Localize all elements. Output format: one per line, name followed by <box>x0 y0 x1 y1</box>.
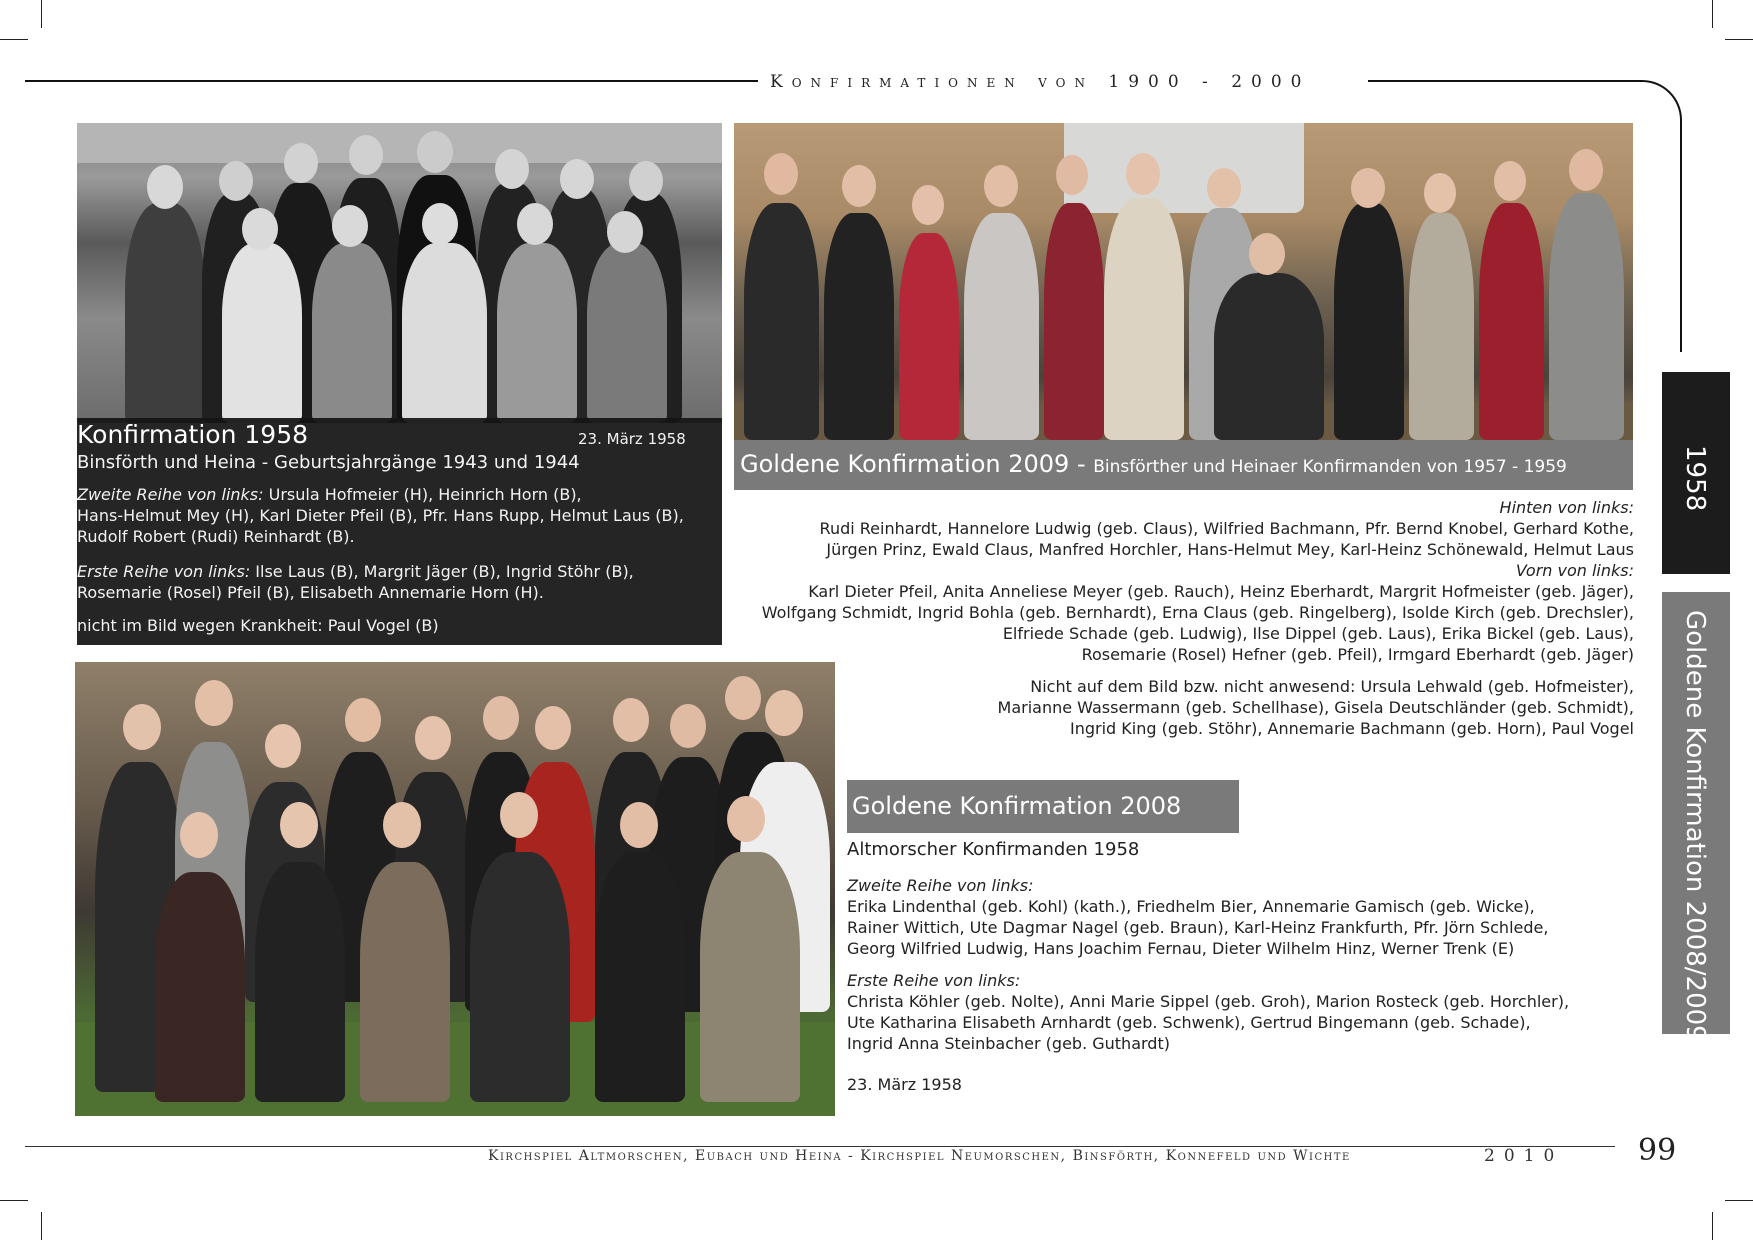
crop-mark <box>1712 1212 1713 1240</box>
caption-row2 <box>77 485 582 504</box>
row1-label-2008: Erste Reihe von links: <box>847 971 1021 990</box>
photo-golden-confirmation-2009 <box>734 123 1633 440</box>
front-label: Vorn von links: <box>1515 561 1634 580</box>
front-line2: Wolfgang Schmidt, Ingrid Bohla (geb. Bernhardt), Erna Claus (geb. Ringelberg), Isolde Kirch (geb. Drechsler), <box>761 603 1634 622</box>
row1-line1: Ilse Laus (B), Margrit Jäger (B), Ingrid Stöhr (B), <box>250 562 634 581</box>
caption-row1 <box>77 562 634 581</box>
caption-title: Konfirmation 1958 <box>77 420 309 449</box>
caption-confirmation-1958 <box>77 418 722 645</box>
subtitle-2008: Altmorscher Konfirmanden 1958 <box>847 839 1140 860</box>
absent-line2: Marianne Wassermann (geb. Schellhase), Gisela Deutschländer (geb. Schmidt), <box>997 698 1634 717</box>
title-2009: Goldene Konfirmation 2009 - <box>740 450 1094 478</box>
crop-mark <box>1712 0 1713 28</box>
row2-line1: Ursula Hofmeier (H), Heinrich Horn (B), <box>263 485 582 504</box>
page-number: 99 <box>1638 1133 1677 1168</box>
header-rule-right-start <box>1368 80 1538 82</box>
front-line1: Karl Dieter Pfeil, Anita Anneliese Meyer (geb. Rauch), Heinz Eberhardt, Margrit Hofmeister (geb. Jäger), <box>808 582 1634 601</box>
crop-mark <box>41 0 42 28</box>
header-rule-left <box>25 80 758 82</box>
caption-row2-line3: Rudolf Robert (Rudi) Reinhardt (B). <box>77 527 355 546</box>
crop-mark <box>1725 39 1753 40</box>
back-label: Hinten von links: <box>1499 498 1634 517</box>
row2-label-2008: Zweite Reihe von links: <box>847 876 1034 895</box>
names-2008 <box>847 838 1627 1095</box>
caption-row1-line2: Rosemarie (Rosel) Pfeil (B), Elisabeth Annemarie Horn (H). <box>77 583 544 602</box>
front-line4: Rosemarie (Rosel) Hefner (geb. Pfeil), Irmgard Eberhardt (geb. Jäger) <box>1081 645 1634 664</box>
photo-golden-confirmation-2008 <box>75 662 835 1116</box>
row1-line1-2008: Christa Köhler (geb. Nolte), Anni Marie Sippel (geb. Groh), Marion Rosteck (geb. Horchler), <box>847 992 1570 1011</box>
footer-year: 2010 <box>1484 1146 1564 1166</box>
caption-title-2009 <box>740 450 1567 478</box>
footer-rule <box>25 1146 1615 1147</box>
crop-mark <box>0 39 28 40</box>
side-tab-year-label: 1958 <box>1680 445 1710 512</box>
caption-absent: nicht im Bild wegen Krankheit: Paul Vogel (B) <box>77 616 439 635</box>
caption-bar-2008 <box>847 780 1239 833</box>
row2-line1-2008: Erika Lindenthal (geb. Kohl) (kath.), Friedhelm Bier, Annemarie Gamisch (geb. Wicke), <box>847 897 1535 916</box>
back-line2: Jürgen Prinz, Ewald Claus, Manfred Horchler, Hans-Helmut Mey, Karl-Heinz Schönewald, Helmut Laus <box>826 540 1634 559</box>
footer-parishes: Kirchspiel Altmorschen, Eubach und Heina - Kirchspiel Neumorschen, Binsförth, Konnefeld und Wichte <box>488 1148 1351 1164</box>
side-tab-topic <box>1662 592 1730 1042</box>
crop-mark <box>1725 1200 1753 1201</box>
row2-line3-2008: Georg Wilfried Ludwig, Hans Joachim Fernau, Dieter Wilhelm Hinz, Werner Trenk (E) <box>847 939 1515 958</box>
row2-label: Zweite Reihe von links: <box>77 485 264 504</box>
crop-mark <box>41 1212 42 1240</box>
crop-mark <box>0 1200 28 1201</box>
running-title: Konfirmationen von 1900 - 2000 <box>770 72 1311 92</box>
back-line1: Rudi Reinhardt, Hannelore Ludwig (geb. Claus), Wilfried Bachmann, Pfr. Bernd Knobel, Gerhard Kothe, <box>819 519 1634 538</box>
subtitle-2009: Binsförther und Heinaer Konfirmanden von 1957 - 1959 <box>1093 457 1567 477</box>
front-line3: Elfriede Schade (geb. Ludwig), Ilse Dippel (geb. Laus), Erika Bickel (geb. Laus), <box>1002 624 1634 643</box>
caption-bar-2009 <box>734 440 1633 490</box>
date-2008: 23. März 1958 <box>847 1075 962 1094</box>
absent-line3: Ingrid King (geb. Stöhr), Annemarie Bachmann (geb. Horn), Paul Vogel <box>1070 719 1634 738</box>
caption-subtitle: Binsförth und Heina - Geburtsjahrgänge 1943 und 1944 <box>77 452 580 473</box>
caption-title-2008: Goldene Konfirmation 2008 <box>852 792 1182 820</box>
side-tab-topic-label: Goldene Konfirmation 2008/2009 <box>1680 610 1710 1042</box>
row1-line3-2008: Ingrid Anna Steinbacher (geb. Guthardt) <box>847 1034 1170 1053</box>
side-tab-year <box>1662 372 1730 574</box>
names-2009 <box>700 497 1634 739</box>
photo-confirmation-1958 <box>77 123 722 423</box>
row1-label: Erste Reihe von links: <box>77 562 251 581</box>
absent-line1: Nicht auf dem Bild bzw. nicht anwesend: Ursula Lehwald (geb. Hofmeister), <box>1030 677 1634 696</box>
caption-date: 23. März 1958 <box>578 430 686 448</box>
row1-line2-2008: Ute Katharina Elisabeth Arnhardt (geb. Schwenk), Gertrud Bingemann (geb. Schade), <box>847 1013 1531 1032</box>
row2-line2-2008: Rainer Wittich, Ute Dagmar Nagel (geb. Braun), Karl-Heinz Frankfurth, Pfr. Jörn Schlede, <box>847 918 1549 937</box>
caption-row2-line2: Hans-Helmut Mey (H), Karl Dieter Pfeil (B), Pfr. Hans Rupp, Helmut Laus (B), <box>77 506 684 525</box>
